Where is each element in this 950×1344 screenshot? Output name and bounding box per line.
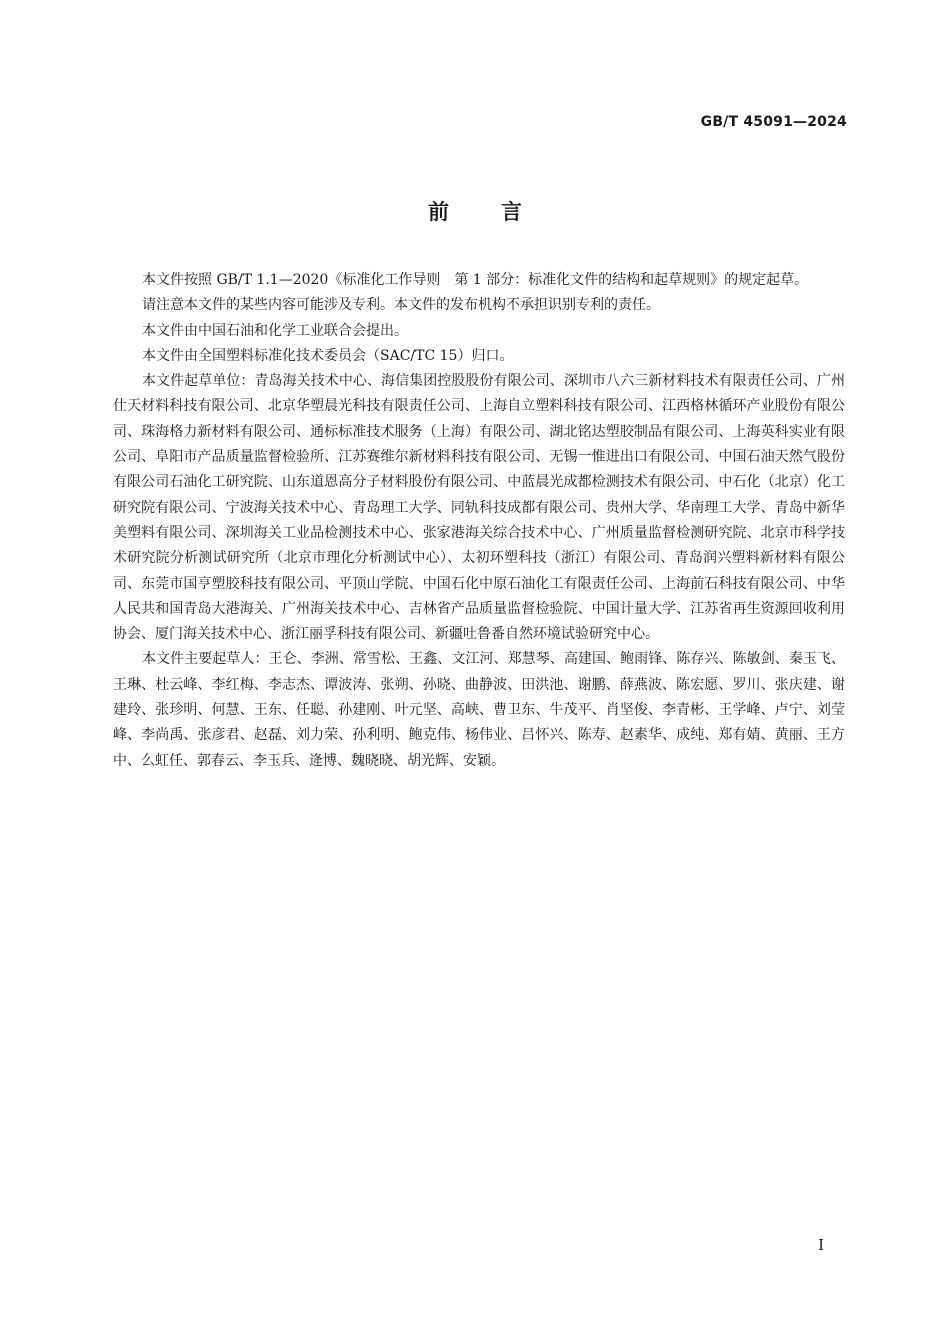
paragraph-under-jurisdiction: 本文件由全国塑料标准化技术委员会（SAC/TC 15）归口。 <box>142 347 514 364</box>
page-number: I <box>818 1236 824 1254</box>
paragraph-patent-notice: 请注意本文件的某些内容可能涉及专利。本文件的发布机构不承担识别专利的责任。 <box>142 297 660 314</box>
page-title: 前言 <box>428 200 574 224</box>
foreword-body <box>113 268 845 774</box>
paragraph-drafting-rules: 本文件按照 GB/T 1.1—2020《标准化工作导则 第 1 部分：标准化文件的结构和起草规则》的规定起草。 <box>142 272 809 288</box>
standard-number: GB/T 45091—2024 <box>700 114 847 130</box>
paragraph-drafting-organizations: 本文件起草单位：青岛海关技术中心、海信集团控股股份有限公司、深圳市八六三新材料技术有限责任公司、广州仕天材料科技有限公司、北京华塑晨光科技有限责任公司、上海自立塑料科技有限公司、江西格林循环产业股份有限公司、珠海格力新材料有限公司、通标标准技术服务（上海）有限公司、湖北铭达塑胶制品有限公司、上海英科实业有限公司、阜阳市产品质量监督检验所、江苏赛维尔新材料科技有限公司、无锡一惟进出口有限公司、中国石油天然气股份有限公司石油化工研究院、山东道恩高分子材料股份有限公司、中蓝晨光成都检测技术有限公司、中石化（北京）化工研究院有限公司、宁波海关技术中心、青岛理工大学、同轨科技成都有限公司、贵州大学、华南理工大学、青岛中新华美塑料有限公司、深圳海关工业品检测技术中心、张家港海关综合技术中心、广州质量监督检测研究院、北京市科学技术研究院分析测试研究所（北京市理化分析测试中心）、太初环塑科技（浙江）有限公司、青岛润兴塑料新材料有限公司、东莞市国亨塑胶科技有限公司、平顶山学院、中国石化中原石油化工有限责任公司、上海前石科技有限公司、中华人民共和国青岛大港海关、广州海关技术中心、吉林省产品质量监督检验院、中国计量大学、江苏省再生资源回收利用协会、厦门海关技术中心、浙江丽孚科技有限公司、新疆吐鲁番自然环境试验研究中心。 <box>113 373 845 643</box>
paragraph-proposed-by: 本文件由中国石油和化学工业联合会提出。 <box>142 322 408 339</box>
paragraph-main-drafters: 本文件主要起草人：王仑、李洲、常雪松、王鑫、文江河、郑慧琴、高建国、鲍雨锋、陈存兴、陈敏剑、秦玉飞、王琳、杜云峰、李红梅、李志杰、谭波涛、张朔、孙晓、曲静波、田洪池、谢鹏、薛燕波、陈宏愿、罗川、张庆建、谢建玲、张珍明、何慧、王东、任聪、孙建刚、叶元坚、高峡、曹卫东、牛茂平、肖坚俊、李青彬、王学峰、卢宁、刘莹峰、李尚禹、张彦君、赵磊、刘力荣、孙利明、鲍克伟、杨伟业、吕怀兴、陈寿、赵素华、成纯、郑有婧、黄丽、王方中、么虹任、郭春云、李玉兵、逄博、魏晓晓、胡光辉、安颖。 <box>113 651 845 769</box>
